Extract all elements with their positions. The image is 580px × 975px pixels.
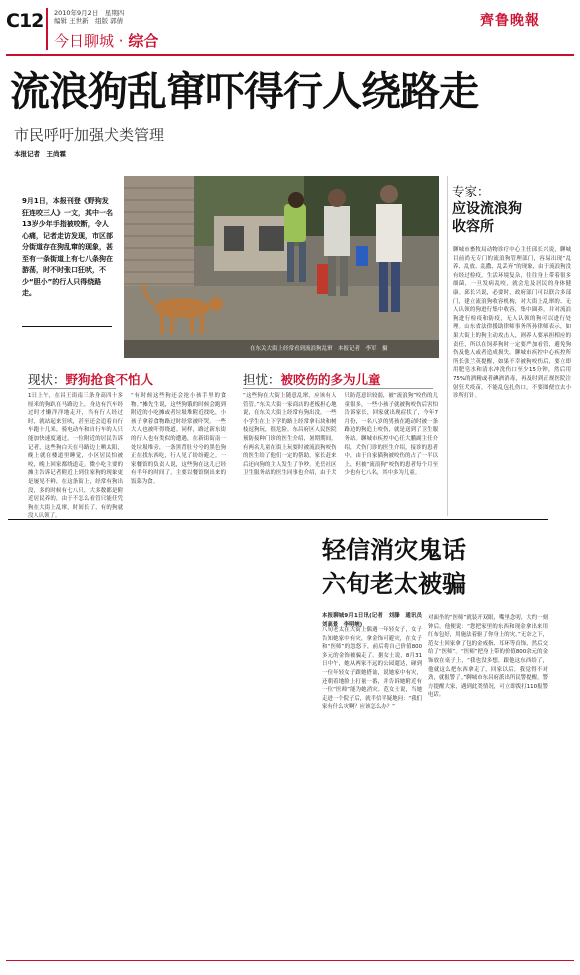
- sidebar-title: [452, 184, 522, 236]
- section-name: 综合: [128, 32, 159, 50]
- sidebar-headline-line1: 应设流浪狗: [452, 201, 522, 217]
- newspaper-logo: 齊鲁晚報: [480, 13, 540, 29]
- lead-rule: [22, 326, 112, 327]
- sidebar-rule: [447, 176, 448, 516]
- footer-rule: [6, 960, 574, 961]
- article-separator: [8, 519, 548, 520]
- article2-column-2: 对面坐的“医师”就装开双眼，嘴里念叨，大约一刻钟后，他便说：“您把家里的东西和现金拿出来用红布包好，用施法着驱了你身上的灾。”无奈之下，范女士回家拿了包的金戒指、耳环等首饰，然后交给了“医师”。“医师”把身上带的价值800余元的金饰放在桌子上，“我也没多想，跟他这东西给了，他就这么把东西拿走了，回家以后，我觉得不对劲，就报警了。”聊城市东昌府派出所民警提醒，警方提醒大家，遇到此类情况，可立即拨打110报警电话。: [428, 615, 548, 699]
- subsection-concerns: [243, 370, 381, 388]
- header-divider: [46, 8, 48, 50]
- article2-byline: 本报聊城9月1日讯(记者 刘滕 通讯员 刘高景 李明峡): [322, 613, 428, 628]
- page-number: C12: [6, 10, 44, 32]
- street-scene-image: [124, 176, 439, 358]
- subsection-label: 担忧：: [243, 372, 281, 387]
- main-headline[interactable]: 流浪狗乱窜吓得行人绕路走: [10, 69, 478, 115]
- issue-date: 2010年9月2日 星期四: [54, 9, 125, 17]
- header-rule: [6, 54, 574, 56]
- body-column-3: “这些狗在大街上随意乱窜，应该有人管管。”东关大街一家商店的老板担心地说，在东关大街上经常有狗出没，一些小学生在上下学的路上经常拿石块和树枝逗狗玩，很危险。东昌府区人民医院预防接种门诊的医生介绍，暑期期间，有两名儿童在街上玩耍时被流浪狗咬伤的医生给了他们一定的帮助，家长赶来后还向狗的主人发生了争吵。光岳社区卫生服务站的医生同事也介绍，由于犬只防范意识较弱，被“流浪狗”咬伤的儿童很多，一些小孩子就被狗咬伤后害怕告诉家长，回家就出现症状了，今年7月份，一名八岁的男孩在跑动时被一条路边的狗追上咬伤，就是送到了卫生服务站。聊城市疾控中心任大鹏副主任介绍，犬伤门诊的医生介绍，接诊的患者中，由于自家猫狗被咬伤的占了一半以上，但被“流浪狗”咬伤的患者每个月至少也有七八名，其中多为儿童。: [243, 393, 438, 477]
- subsection-underline: [243, 388, 433, 389]
- lead-paragraph: 9月1日，本报刊登《野狗发狂连咬三人》一文，其中一名13岁少年手指被咬断，令人心痛，记者走访发现，市区部分街道存在狗乱窜的现象，甚至有一条街道上有七八条狗在游荡，时不时张口狂吠，不少“胆小”的行人只得绕路走。: [22, 197, 113, 297]
- section-title: [54, 30, 158, 51]
- staff-credits: 编辑 王世新 组版 郭倩: [54, 17, 124, 25]
- sidebar-label: 专家：: [452, 184, 490, 199]
- subsection-title: 野狗抢食不怕人: [65, 372, 154, 387]
- news-photo[interactable]: [124, 176, 439, 358]
- date-line: [54, 9, 124, 25]
- subsection-current-status: [28, 370, 153, 388]
- sidebar-headline-line2: 收容所: [452, 219, 494, 235]
- article2-column-1: 八旬老太在大街上偶遇一年轻女子，女子告知她家中有灾，拿金饰可避灾，在女子和“医师”的忽悠下，前后将自己价值800多元的金饰被骗走了。据女士说，8月31日中午，她从两家不远的公园遛达，碰到一位年轻女子跟她搭讪，说她家中有灾，还朝着地脸上打量一番，并告诉她附近有一位“医师”能为她消灾。范女士说，当她走进一个院子后，就半信半疑地问：“我们家有什么灾啊？应该怎么办？”: [322, 627, 422, 711]
- body-column-1: 1日上午，在昌王街南三条身高四十多厘米的狗趴在马路边上，身边有汽车经过时才懒洋洋地走开，当有行人经过时，就站起来狂吠，甚至还会追着自行车跑十几米，骑电动车和自行车的人只能加快速度通过。一位附近的居民告诉记者，这些狗白天在马路边上晒太阳，晚上就在楼道里睡觉，小区居民怕被咬，晚上回家都绕道走。微小吃主要的摊主告诉记者附近上到住家狗的现象更是屡见不鲜，在这条街上，经常有狗出没，多的时候有七八只，大多数都是附近居民养的，由于不怎么看管只能任凭狗在大街上乱窜，时间长了，有的狗就没人认领了。: [28, 393, 123, 520]
- body-column-2: “有时候这些狗还会抢小孩手里的食物。”摊先生说，这些狗饿的时候会跑到附近的小吃摊或者垃圾堆附近找吃，小孩子拿着食物路过时经常被吓哭。一些大人也被吓得绕道。同样，路过新东街的行人也有类似的遭遇，在新街街南一处垃圾堆旁，一条黑背肚兮兮的黑色狗正在找东西吃，行人见了纷纷避之。一家餐馆的负责人说，这些狗在这儿已经有半年的时间了，主要以餐馆倒出来的饭菜为食。: [131, 393, 226, 485]
- article2-headline-line2[interactable]: 六旬老太被骗: [322, 570, 466, 598]
- subsection-label: 现状：: [28, 372, 66, 387]
- section-prefix: 今日聊城 ·: [54, 32, 129, 50]
- sidebar-body: 聊城市畜牧局动物诊疗中心主任邱长兴说，聊城目前尚无专门的流浪狗管理部门，容易出现“乱养、乱放、乱撒、乱丢弃”的现象，由于流浪狗没有经过检疫，生活环境复杂，往往身上带着很多细菌，一旦发病乱咬，就会危及居民的身体健康。邱长兴说，必要时，政府部门可以联合多部门，建立流浪狗收容机构，对大街上乱窜的、无人认领的狗进行集中收容，集中圈养，并对流浪狗进行检疫和防疫，无人认领的狗可以进行处理。山东省法律援助律师事务所孙律师表示，如果大街上的狗主动攻击人，则养人要承担相应的责任，所以在饲养狗时一定要严加看管，避免狗伤及他人或者造成损失。聊城市疾控中心疾控所所长张兰英提醒，如果不幸被狗咬伤后，要立即用肥皂水和清水冲洗伤口至少15分钟，然后用75%的酒精或者碘酒消毒，再及时到正规医院注射狂犬疫苗，不能乱包扎伤口，不要图便宜去小诊所打针。: [453, 247, 571, 400]
- byline: 本报记者 王尚霖: [14, 150, 66, 158]
- article2-headline-line1[interactable]: 轻信消灾鬼话: [322, 536, 466, 564]
- sub-headline: 市民呼吁加强犬类管理: [14, 126, 165, 144]
- subsection-underline: [28, 388, 116, 389]
- photo-caption: 在东关大街上经常看到流浪狗乱窜 本报记者 李军 摄: [250, 346, 388, 352]
- subsection-title: 被咬伤的多为儿童: [280, 372, 381, 387]
